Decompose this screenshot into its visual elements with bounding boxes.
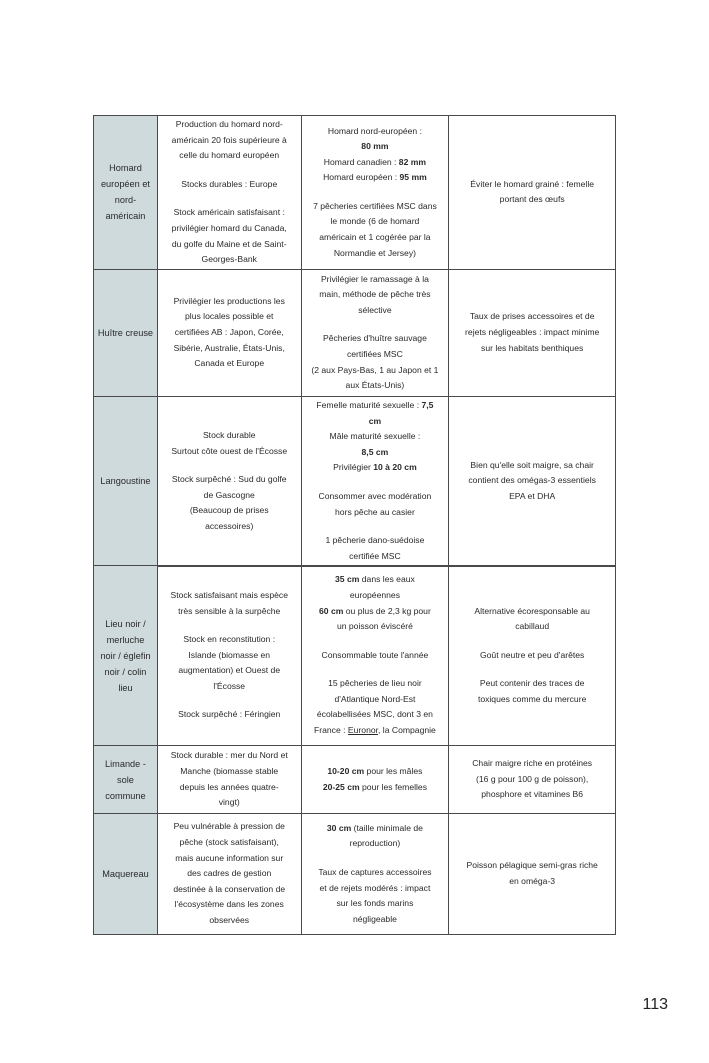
cell-text-line: commune: [105, 790, 146, 801]
text-fragment: Normandie et Jersey): [333, 247, 416, 258]
size-rules-cell: [301, 396, 449, 566]
species-name-cell: [94, 269, 158, 396]
cell-text-line: noir / églefin: [100, 650, 151, 661]
cell-text-line: Goût neutre et peu d'arêtes: [479, 649, 585, 660]
stock-status-cell: [157, 269, 301, 396]
text-fragment: un poisson éviscéré: [336, 621, 413, 632]
species-name-cell: [94, 746, 158, 814]
cell-text-line: [305, 186, 446, 199]
cell-text-line: [305, 572, 446, 588]
cell-text-line: celle du homard européen: [179, 150, 280, 161]
cell-text-line: Stock en reconstitution :: [183, 634, 276, 645]
cell-text-line: très sensible à la surpêche: [178, 605, 281, 616]
notes-cell: [449, 269, 616, 396]
bold-value: 95 mm: [399, 172, 427, 183]
cell-text-line: Stock surpêché : Féringien: [178, 709, 281, 720]
species-name-cell: [94, 116, 158, 270]
cell-text-line: Peu vulnérable à pression de: [173, 821, 285, 832]
cell-text-line: Éviter le homard grainé : femelle: [470, 178, 595, 189]
size-rules-cell: [301, 116, 449, 270]
text-fragment: certifiées MSC: [346, 349, 403, 360]
cell-text-line: Chair maigre riche en protéines: [472, 758, 593, 769]
cell-text-line: [305, 347, 446, 363]
cell-text-line: [161, 619, 298, 632]
cell-text-line: européen et: [100, 179, 150, 190]
cell-text-line: de Gascogne: [203, 489, 255, 500]
cell-text-line: [305, 604, 446, 620]
text-fragment: Femelle maturité sexuelle :: [316, 400, 422, 411]
cell-text-line: [452, 663, 612, 676]
cell-text-line: [305, 896, 446, 912]
cell-text-line: (16 g pour 100 g de poisson),: [476, 773, 589, 784]
text-fragment: Privilégier: [333, 462, 374, 473]
table-row: [94, 396, 616, 566]
cell-text-line: [305, 676, 446, 692]
text-fragment: 1 pêcherie dano-suédoise: [325, 535, 425, 546]
cell-text-line: [305, 707, 446, 723]
text-fragment: européennes: [349, 589, 401, 600]
text-fragment: France :: [314, 725, 348, 736]
species-name-cell: [94, 814, 158, 935]
cell-text-line: Sibérie, Australie, États-Unis,: [173, 342, 285, 353]
cell-text-line: toxiques comme du mercure: [477, 693, 587, 704]
cell-text-line: phosphore et vitamines B6: [481, 789, 584, 800]
stock-status-cell: [157, 814, 301, 935]
cell-text-line: [305, 124, 446, 140]
cell-text-line: [305, 398, 446, 414]
bold-value: 60 cm: [319, 605, 344, 616]
cell-text-line: [305, 692, 446, 708]
table-row: [94, 746, 616, 814]
cell-text-line: [305, 489, 446, 505]
text-fragment: d'Atlantique Nord-Est: [334, 693, 416, 704]
notes-cell: [449, 566, 616, 746]
cell-text-line: vingt): [218, 797, 240, 808]
cell-text-line: Limande -: [105, 758, 146, 769]
cell-text-line: [305, 214, 446, 230]
text-fragment: Consommable toute l'année: [321, 649, 429, 660]
cell-text-line: [305, 318, 446, 331]
table-row: [94, 269, 616, 396]
cell-text-line: Stock satisfaisant mais espèce: [170, 589, 288, 600]
cell-text-line: américain 20 fois supérieure à: [171, 134, 287, 145]
species-name-cell: [94, 396, 158, 566]
cell-text-line: [305, 155, 446, 171]
cell-text-line: Maquereau: [102, 869, 149, 879]
cell-text-line: contient des omégas-3 essentiels: [468, 475, 596, 486]
cell-text-line: nord-: [114, 195, 137, 206]
text-fragment: Mâle maturité sexuelle :: [329, 431, 421, 442]
cell-text-line: [305, 648, 446, 664]
bold-value: 30 cm: [326, 822, 352, 833]
stock-status-cell: [157, 566, 301, 746]
cell-text-line: [305, 836, 446, 852]
cell-text-line: portant des œufs: [499, 194, 565, 205]
text-fragment: Consommer avec modération: [318, 491, 432, 502]
species-name-cell: [94, 566, 158, 746]
bold-value: 80 mm: [361, 141, 389, 152]
cell-text-line: [305, 460, 446, 476]
cell-text-line: certifiées AB : Japon, Corée,: [174, 326, 284, 337]
cell-text-line: Langoustine: [100, 476, 151, 487]
text-fragment: écolabellisées MSC, dont 3 en: [316, 709, 433, 720]
size-rules-cell: [301, 566, 449, 746]
text-fragment: certifiée MSC: [349, 550, 401, 561]
cell-text-line: en oméga-3: [509, 876, 556, 886]
cell-text-line: du golfe du Maine et de Saint-: [171, 238, 287, 249]
cell-text-line: [305, 520, 446, 533]
cell-text-line: Privilégier les productions les: [173, 295, 285, 306]
cell-text-line: [305, 865, 446, 881]
cell-text-line: Bien qu'elle soit maigre, sa chair: [470, 459, 594, 470]
cell-text-line: Huître creuse: [97, 327, 154, 338]
underlined-text: Euronor: [347, 725, 379, 736]
size-rules-cell: [301, 746, 449, 814]
cell-text-line: EPA et DHA: [509, 491, 556, 502]
text-fragment: Homard nord-européen :: [327, 125, 422, 136]
cell-text-line: [305, 272, 446, 288]
cell-text-line: destinée à la conservation de: [173, 883, 286, 894]
cell-text-line: privilégier homard du Canada,: [171, 222, 287, 233]
cell-text-line: Canada et Europe: [194, 358, 265, 369]
bold-value: 10 à 20 cm: [373, 462, 417, 473]
text-fragment: reproduction): [349, 838, 401, 849]
text-fragment: Homard canadien :: [323, 156, 399, 167]
text-fragment: américain et 1 cogérée par la: [319, 232, 431, 243]
bold-value: 35 cm: [335, 574, 360, 585]
cell-text-line: [305, 635, 446, 648]
cell-text-line: Stock américain satisfaisant :: [173, 207, 285, 218]
cell-text-line: [305, 881, 446, 897]
cell-text-line: des cadres de gestion: [187, 868, 272, 879]
cell-text-line: [305, 230, 446, 246]
cell-text-line: Stock durable : mer du Nord et: [170, 750, 288, 761]
cell-text-line: Production du homard nord-: [175, 119, 283, 129]
cell-text-line: [305, 287, 446, 303]
cell-text-line: [305, 414, 446, 430]
notes-cell: [449, 746, 616, 814]
cell-text-line: Stock surpêché : Sud du golfe: [171, 474, 287, 485]
cell-text-line: lieu: [118, 682, 133, 693]
cell-text-line: depuis les années quatre-: [179, 781, 279, 792]
notes-cell: [449, 814, 616, 935]
text-fragment: Homard européen :: [323, 172, 400, 183]
text-fragment: (taille minimale de: [351, 822, 423, 833]
cell-text-line: [305, 764, 446, 780]
cell-text-line: [305, 246, 446, 262]
cell-text-line: observées: [209, 914, 250, 925]
cell-text-line: Lieu noir /: [105, 618, 146, 629]
cell-text-line: [305, 303, 446, 319]
cell-text-line: [161, 459, 298, 472]
stock-status-cell: [157, 116, 301, 270]
text-fragment: et de rejets modérés : impact: [319, 882, 431, 893]
text-fragment: Pêcheries d'huître sauvage: [322, 333, 427, 344]
species-table-top: [93, 115, 616, 567]
cell-text-line: pêche (stock satisfaisant),: [179, 837, 279, 848]
cell-text-line: Taux de prises accessoires et de: [469, 311, 595, 322]
cell-text-line: cabillaud: [515, 621, 550, 632]
stock-status-cell: [157, 746, 301, 814]
cell-text-line: [305, 912, 446, 928]
cell-text-line: mais aucune information sur: [175, 852, 284, 863]
species-table-bottom: [93, 565, 616, 935]
table-row: [94, 116, 616, 270]
table-row: [94, 566, 616, 746]
cell-text-line: [161, 192, 298, 205]
cell-text-line: Alternative écoresponsable au: [474, 605, 590, 616]
cell-text-line: [305, 429, 446, 445]
cell-text-line: [305, 663, 446, 676]
text-fragment: , la Compagnie: [378, 725, 436, 736]
cell-text-line: l'écosystème dans les zones: [174, 899, 284, 910]
bold-value: 7,5: [421, 400, 434, 411]
text-fragment: dans les eaux: [359, 574, 415, 585]
cell-text-line: [305, 170, 446, 186]
cell-text-line: Homard: [109, 163, 142, 174]
cell-text-line: rejets négligeables : impact minime: [465, 326, 600, 337]
cell-text-line: accessoires): [205, 520, 254, 531]
cell-text-line: américain: [105, 211, 146, 222]
cell-text-line: [305, 723, 446, 739]
size-rules-cell: [301, 814, 449, 935]
cell-text-line: [305, 780, 446, 796]
cell-text-line: plus locales possible et: [185, 311, 274, 322]
cell-text-line: [161, 164, 298, 177]
notes-cell: [449, 116, 616, 270]
cell-text-line: Islande (biomasse en: [188, 649, 271, 660]
cell-text-line: [305, 331, 446, 347]
notes-cell: [449, 396, 616, 566]
cell-text-line: [452, 635, 612, 648]
cell-text-line: [305, 445, 446, 461]
cell-text-line: Surtout côte ouest de l'Écosse: [171, 445, 288, 456]
cell-text-line: [161, 694, 298, 707]
cell-text-line: sur les habitats benthiques: [481, 342, 584, 353]
cell-text-line: l'Écosse: [213, 680, 246, 691]
text-fragment: (2 aux Pays-Bas, 1 au Japon et 1: [311, 364, 439, 375]
text-fragment: sélective: [358, 304, 392, 315]
text-fragment: main, méthode de pêche très: [319, 289, 431, 300]
text-fragment: le monde (6 de homard: [330, 216, 420, 227]
bold-value: 10-20 cm: [327, 765, 365, 776]
table-row: [94, 814, 616, 935]
cell-text-line: [305, 619, 446, 635]
cell-text-line: sole: [117, 774, 134, 785]
bold-value: 8,5 cm: [361, 446, 389, 457]
text-fragment: ou plus de 2,3 kg pour: [343, 605, 431, 616]
cell-text-line: [305, 588, 446, 604]
cell-text-line: Stock durable: [202, 429, 256, 440]
text-fragment: hors pêche au casier: [335, 506, 415, 517]
cell-text-line: [305, 476, 446, 489]
cell-text-line: [305, 199, 446, 215]
text-fragment: 7 pêcheries certifiées MSC dans: [313, 200, 437, 211]
stock-status-cell: [157, 396, 301, 566]
size-rules-cell: [301, 269, 449, 396]
cell-text-line: [305, 533, 446, 549]
text-fragment: Privilégier le ramassage à la: [320, 273, 429, 284]
text-fragment: négligeable: [352, 913, 397, 924]
text-fragment: pour les mâles: [364, 765, 423, 776]
cell-text-line: [305, 549, 446, 565]
cell-text-line: [305, 378, 446, 394]
cell-text-line: noir / colin: [104, 666, 147, 677]
cell-text-line: Georges-Bank: [201, 254, 257, 265]
cell-text-line: merluche: [106, 634, 145, 645]
text-fragment: pour les femelles: [359, 781, 427, 792]
cell-text-line: [305, 821, 446, 837]
text-fragment: sur les fonds marins: [336, 898, 414, 909]
cell-text-line: Stocks durables : Europe: [181, 178, 278, 189]
text-fragment: Taux de captures accessoires: [318, 866, 432, 877]
page-number: 113: [642, 996, 668, 1013]
cell-text-line: Poisson pélagique semi-gras riche: [466, 860, 598, 871]
text-fragment: aux États-Unis): [345, 380, 405, 391]
text-fragment: 15 pêcheries de lieu noir: [328, 678, 422, 689]
bold-value: 82 mm: [398, 156, 427, 167]
cell-text-line: [305, 139, 446, 155]
cell-text-line: (Beaucoup de prises: [189, 505, 269, 516]
cell-text-line: [305, 852, 446, 865]
bold-value: 20-25 cm: [322, 781, 360, 792]
cell-text-line: [305, 505, 446, 521]
cell-text-line: augmentation) et Ouest de: [178, 665, 281, 676]
cell-text-line: Manche (biomasse stable: [180, 765, 279, 776]
bold-value: cm: [368, 415, 382, 426]
cell-text-line: Peut contenir des traces de: [479, 678, 585, 689]
cell-text-line: [305, 363, 446, 379]
